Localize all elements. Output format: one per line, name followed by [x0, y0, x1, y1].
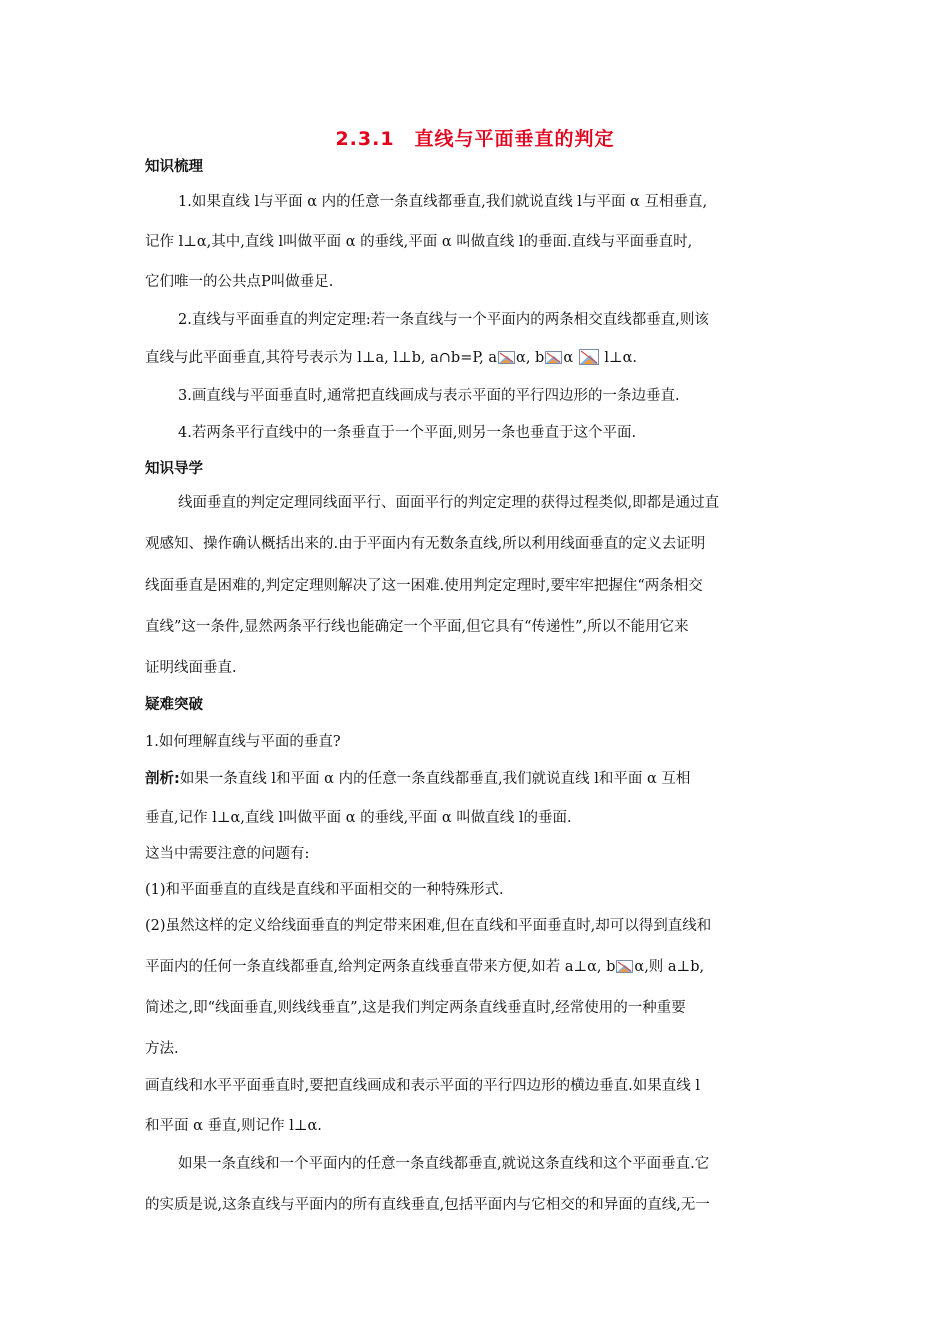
paragraph-line: 记作 l⊥α,其中,直线 l叫做平面 α 的垂线,平面 α 叫做直线 l的垂面.直线与平面垂直时, — [145, 234, 693, 250]
paragraph-line: 方法. — [145, 1041, 179, 1057]
analysis-text: 如果一条直线 l和平面 α 内的任意一条直线都垂直,我们就说直线 l和平面 α 互相 — [179, 771, 691, 787]
paragraph-line: (1)和平面垂直的直线是直线和平面相交的一种特殊形式. — [145, 882, 504, 898]
paragraph-line: 证明线面垂直. — [145, 660, 237, 676]
analysis-label: 剖析: — [145, 771, 180, 787]
paragraph-line: (2)虽然这样的定义给线面垂直的判定带来困难,但在直线和平面垂直时,却可以得到直线和 — [145, 918, 712, 934]
paragraph-line: 观感知、操作确认概括出来的.由于平面内有无数条直线,所以利用线面垂直的定义去证明 — [145, 536, 706, 552]
paragraph-line: 这当中需要注意的问题有: — [145, 846, 310, 862]
analysis-line — [145, 767, 810, 788]
subset-symbol-icon — [498, 351, 515, 364]
paragraph-line: 垂直,记作 l⊥α,直线 l叫做平面 α 的垂线,平面 α 叫做直线 l的垂面. — [145, 810, 572, 826]
question-line: 1.如何理解直线与平面的垂直? — [145, 734, 341, 750]
paragraph-line: 直线”这一条件,显然两条平行线也能确定一个平面,但它具有“传递性”,所以不能用它来 — [145, 619, 689, 635]
theorem-text: α, b — [516, 350, 545, 366]
paragraph-line: 4.若两条平行直线中的一条垂直于一个平面,则另一条也垂直于这个平面. — [178, 425, 637, 441]
paragraph-line: 如果一条直线和一个平面内的任意一条直线都垂直,就说这条直线和这个平面垂直.它 — [178, 1156, 710, 1172]
section-heading-knowledge-summary: 知识梳理 — [145, 159, 203, 175]
theorem-text: α — [563, 350, 574, 366]
section-heading-difficulty: 疑难突破 — [145, 697, 203, 713]
paragraph-line: 画直线和水平平面垂直时,要把直线画成和表示平面的平行四边形的横边垂直.如果直线 l — [145, 1078, 700, 1094]
subset-symbol-icon — [545, 351, 562, 364]
paragraph-line: 它们唯一的公共点P叫做垂足. — [145, 274, 334, 290]
implies-symbol-icon — [579, 349, 599, 365]
paragraph-line: 简述之,即“线面垂直,则线线垂直”,这是我们判定两条直线垂直时,经常使用的一种重要 — [145, 1000, 686, 1016]
paragraph-line-with-symbol — [145, 955, 810, 976]
subset-symbol-icon — [616, 960, 633, 973]
section-heading-knowledge-guide: 知识导学 — [145, 461, 203, 477]
paragraph-line: 1.如果直线 l与平面 α 内的任意一条直线都垂直,我们就说直线 l与平面 α 互相垂直, — [178, 194, 708, 210]
theorem-text: l⊥α. — [604, 350, 638, 366]
paragraph-line: 线面垂直是困难的,判定定理则解决了这一困难.使用判定定理时,要牢牢把握住“两条相交 — [145, 578, 703, 594]
paragraph-line: 线面垂直的判定定理同线面平行、面面平行的判定定理的获得过程类似,即都是通过直 — [178, 495, 720, 511]
paragraph-line: 2.直线与平面垂直的判定定理:若一条直线与一个平面内的两条相交直线都垂直,则该 — [178, 312, 709, 328]
theorem-symbol-line — [145, 346, 810, 367]
theorem-text: 直线与此平面垂直,其符号表示为 l⊥a, l⊥b, a∩b=P, a — [145, 350, 498, 366]
paragraph-line: 和平面 α 垂直,则记作 l⊥α. — [145, 1118, 322, 1134]
page-title: 2.3.1 直线与平面垂直的判定 — [335, 128, 615, 150]
paragraph-line: 3.画直线与平面垂直时,通常把直线画成与表示平面的平行四边形的一条边垂直. — [178, 388, 680, 404]
paragraph-text: 平面内的任何一条直线都垂直,给判定两条直线垂直带来方便,如若 a⊥α, b — [145, 959, 616, 975]
paragraph-text: α,则 a⊥b, — [634, 959, 705, 975]
paragraph-line: 的实质是说,这条直线与平面内的所有直线垂直,包括平面内与它相交的和异面的直线,无一 — [145, 1197, 710, 1213]
